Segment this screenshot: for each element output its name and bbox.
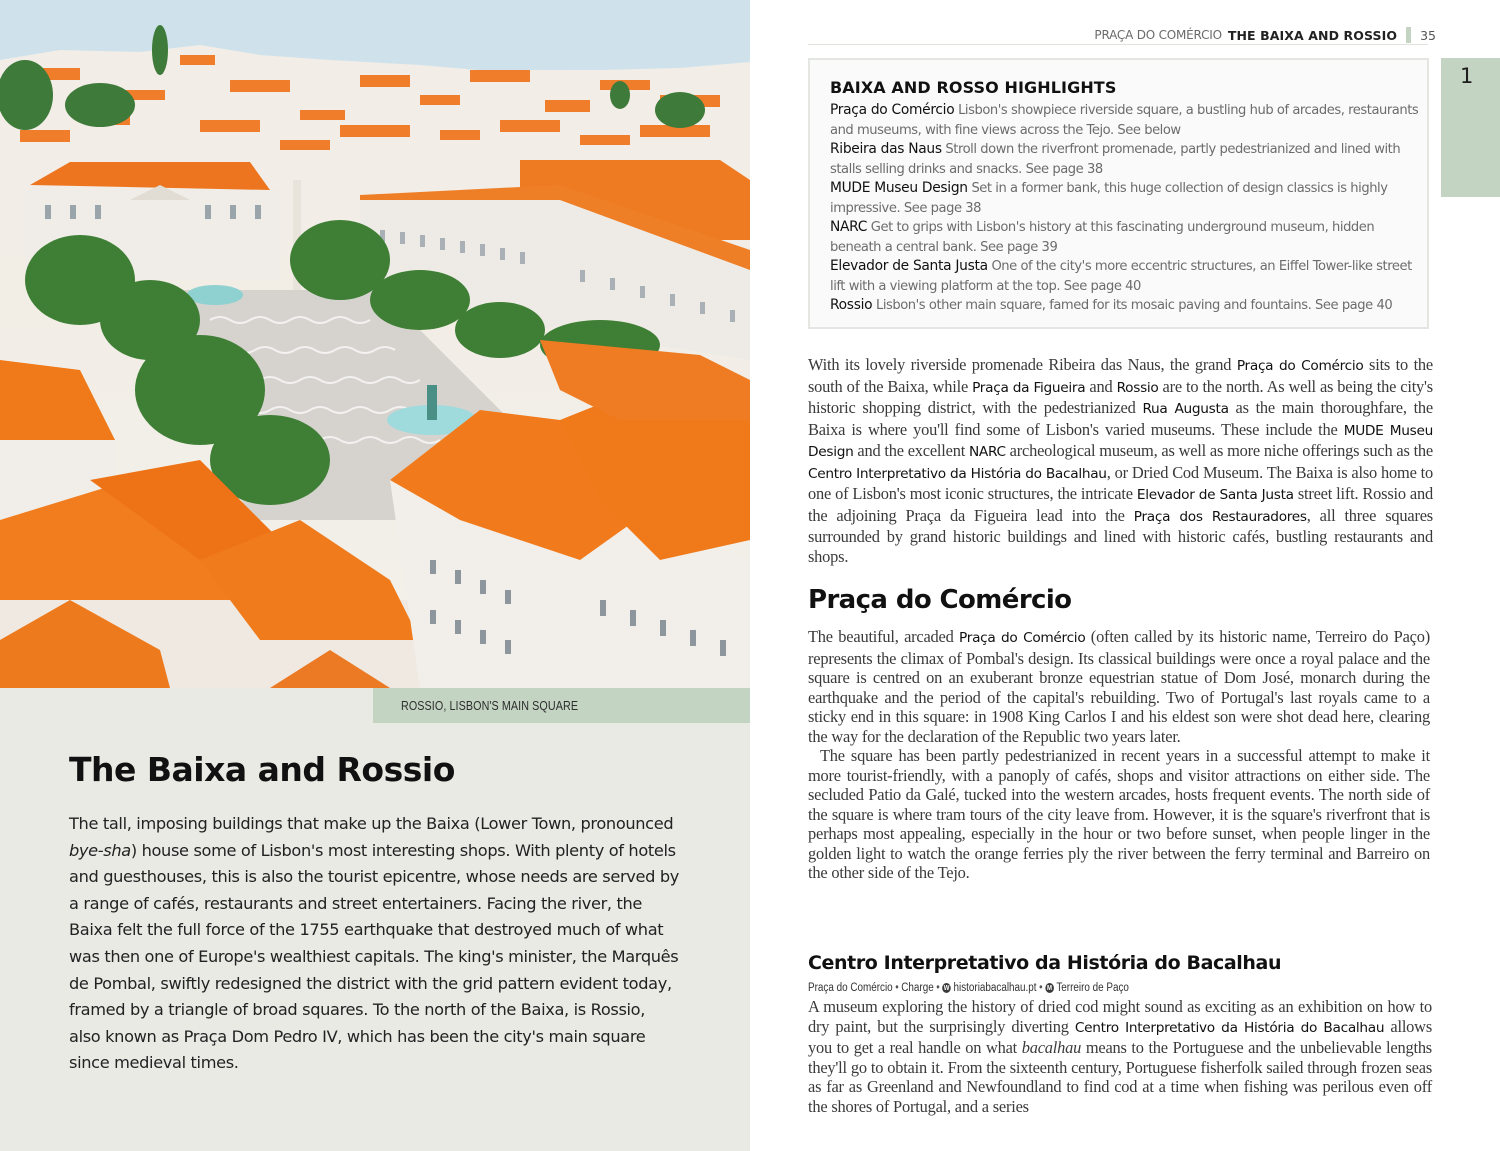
- highlights-list: [830, 101, 1422, 316]
- highlight-desc: Lisbon's other main square, famed for its mosaic paving and fountains. See page 40: [872, 298, 1393, 313]
- intro-text-part: The tall, imposing buildings that make up the Baixa (Lower Town, pronounced: [69, 814, 674, 833]
- page-number: 35: [1420, 27, 1436, 43]
- intro-text-part: ) house some of Lisbon's most interesting shops. With plenty of hotels and guesthouses, this is also the tourist epicentre, whose needs are served by a range of cafés, restaurants and street entertainers. Facing the river, the Baixa felt the full force of the 1755 earthquake that destroyed much of what was then one of Europe's wealthiest capitals. The king's minister, the Marquês de Pombal, swiftly redesigned the district with the grid pattern evident today, framed by a triangle of broad squares. To the north of the Baixa, is Rossio, also known as Praça Dom Pedro IV, which has been the city's main square since medieval times.: [69, 840, 679, 1073]
- sub-heading-bacalhau: Centro Interpretativo da História do Bacalhau: [808, 952, 1282, 974]
- intro-pronunciation: bye-sha: [69, 840, 131, 860]
- comercio-paragraph-1: [808, 627, 1430, 746]
- photo-caption: ROSSIO, LISBON'S MAIN SQUARE: [401, 698, 579, 713]
- section-heading-comercio: Praça do Comércio: [808, 585, 1072, 615]
- running-head-marker: [1406, 27, 1411, 43]
- rossio-photo-illustration: [0, 0, 750, 688]
- website-icon: W: [943, 984, 950, 992]
- highlight-name: NARC: [830, 219, 868, 235]
- info-website[interactable]: historiabacalhau.pt: [953, 982, 1037, 994]
- highlight-desc: Set in a former bank, this huge collection of design classics is highly impressive. See page 38: [830, 181, 1388, 216]
- highlight-item: [830, 296, 1422, 316]
- comercio-body: [808, 627, 1430, 883]
- highlight-name: Rossio: [830, 297, 873, 313]
- comercio-text: (often called by its historic name, Terreiro do Paço) represents the climax of Pombal's design. Its classical buildings were once a royal palace and the square is centred on an exuberant bronze equestrian statue of Dom José, monarch during the earthquake and the period of the capital's rebuilding. Two of Portugal's last royals came to a sticky end in this square: in 1908 King Carlos I and his eldest son were shot dead here, clearing the way for the declaration of the Republic two years later.: [808, 627, 1430, 746]
- highlight-desc: Lisbon's showpiece riverside square, a bustling hub of arcades, restaurants and museums, with fine views across the Tejo. See below: [830, 103, 1419, 138]
- metro-icon: M: [1046, 984, 1052, 992]
- comercio-paragraph-2: The square has been partly pedestrianized in recent years in a successful attempt to make it more tourist-friendly, with a panoply of cafés, shops and visitor attractions on either side. The secluded Patio da Galé, tucked into the western arcades, hosts frequent events. The north side of the square is where tram tours of the city leave from. However, it is the square's riverfront that is perhaps most appealing, especially in the hour or two before sunset, when people linger in the golden light to watch the orange ferries ply the river between the ferry terminal and Barreiro on the other side of the Tejo.: [808, 746, 1430, 882]
- info-separator: •: [936, 982, 940, 994]
- highlight-desc: Stroll down the riverfront promenade, partly pedestrianized and lined with stalls selling drinks and snacks. See page 38: [830, 142, 1401, 177]
- info-address: Praça do Comércio: [808, 982, 893, 994]
- bacalhau-text: allows you to get a real handle on what: [808, 1016, 1432, 1057]
- info-price: Charge: [901, 982, 934, 994]
- lead-text: and: [1085, 376, 1117, 396]
- rossio-photo: [0, 0, 750, 688]
- highlight-item: [830, 179, 1422, 218]
- highlight-name: Praça do Comércio: [830, 102, 955, 118]
- lead-text: are to the north. As well as being the city's historic shopping district, with the pedestrianized: [808, 376, 1433, 417]
- highlight-name: Elevador de Santa Justa: [830, 258, 988, 274]
- highlights-box: [808, 58, 1429, 329]
- highlight-desc: One of the city's more eccentric structures, an Eiffel Tower-like street lift with a viewing platform at the top. See page 40: [830, 259, 1412, 294]
- highlight-item: [830, 218, 1422, 257]
- lead-text: , or Dried Cod Museum. The Baixa is also home to one of Lisbon's most iconic structures, the intricate: [808, 462, 1434, 503]
- info-separator: •: [895, 982, 899, 994]
- lead-text: With its lovely riverside promenade Ribeira das Naus, the grand: [808, 355, 1237, 374]
- lead-text: sits to the south of the Baixa, while: [808, 355, 1434, 396]
- comercio-keyword: Praça do Comércio: [959, 630, 1086, 646]
- lead-keyword: Praça dos Restauradores: [1133, 508, 1307, 525]
- chapter-tab: [1441, 58, 1500, 197]
- info-metro: Terreiro de Paço: [1056, 982, 1129, 994]
- highlight-item: [830, 140, 1422, 179]
- bacalhau-italic: bacalhau: [1021, 1038, 1082, 1057]
- bacalhau-paragraph: [808, 997, 1432, 1116]
- lead-keyword: Rossio: [1116, 379, 1159, 396]
- lead-keyword: Praça do Comércio: [1236, 358, 1364, 374]
- lead-text: archeological museum, as well as more niche offerings such as the: [1005, 441, 1433, 460]
- info-separator: •: [1039, 982, 1043, 994]
- lead-keyword: Centro Interpretativo da História do Bacalhau: [808, 465, 1107, 482]
- lead-paragraph: [808, 355, 1433, 566]
- highlight-item: [830, 257, 1422, 296]
- chapter-tab-number: 1: [1460, 64, 1474, 88]
- lead-keyword: NARC: [968, 444, 1006, 460]
- highlight-item: [830, 101, 1422, 140]
- highlights-title: BAIXA AND ROSSO HIGHLIGHTS: [830, 78, 1117, 97]
- lead-keyword: Rua Augusta: [1142, 401, 1229, 417]
- lead-text: and the excellent: [853, 441, 969, 460]
- running-head: [1094, 25, 1436, 45]
- bacalhau-text: A museum exploring the history of dried cod might sound as exciting as an exhibition on how to dry paint, but the surprisingly diverting: [808, 997, 1432, 1036]
- lead-keyword: MUDE Museu Design: [808, 422, 1433, 460]
- highlight-name: Ribeira das Naus: [830, 141, 942, 157]
- lead-keyword: Elevador de Santa Justa: [1136, 487, 1294, 503]
- comercio-text: The beautiful, arcaded: [808, 627, 960, 646]
- lead-keyword: Praça da Figueira: [972, 379, 1086, 396]
- chapter-title: The Baixa and Rossio: [69, 750, 455, 789]
- bacalhau-info-line: [808, 982, 1129, 994]
- highlight-desc: Get to grips with Lisbon's history at this fascinating underground museum, hidden beneath a central bank. See page 39: [830, 220, 1375, 255]
- bacalhau-keyword: Centro Interpretativo da História do Bacalhau: [1074, 1019, 1385, 1036]
- running-head-section: PRAÇA DO COMÉRCIO: [1094, 28, 1222, 42]
- chapter-intro: [69, 811, 679, 1077]
- lead-text: , all three squares surrounded by grand historic buildings and lined with historic cafés, bustling restaurants and shops.: [808, 505, 1433, 566]
- lead-text: as the main thoroughfare, the Baixa is where you'll find some of Lisbon's varied museums. These include the: [808, 398, 1433, 439]
- header-rule: [808, 44, 1428, 45]
- lead-text: street lift. Rossio and the adjoining Praça da Figueira lead into the: [808, 484, 1433, 525]
- photo-caption-bar: [373, 688, 750, 723]
- highlight-name: MUDE Museu Design: [830, 180, 968, 196]
- running-head-chapter: THE BAIXA AND ROSSIO: [1227, 27, 1398, 43]
- bacalhau-text: means to the Portuguese and the unbelievable lengths they'll go to obtain it. From the sixteenth century, Portuguese fisherfolk sailed through frozen seas as far as Greenland and Newfoundland to find cod at a time when fishing was perilous even off the shores of Portugal, and a series: [808, 1038, 1432, 1116]
